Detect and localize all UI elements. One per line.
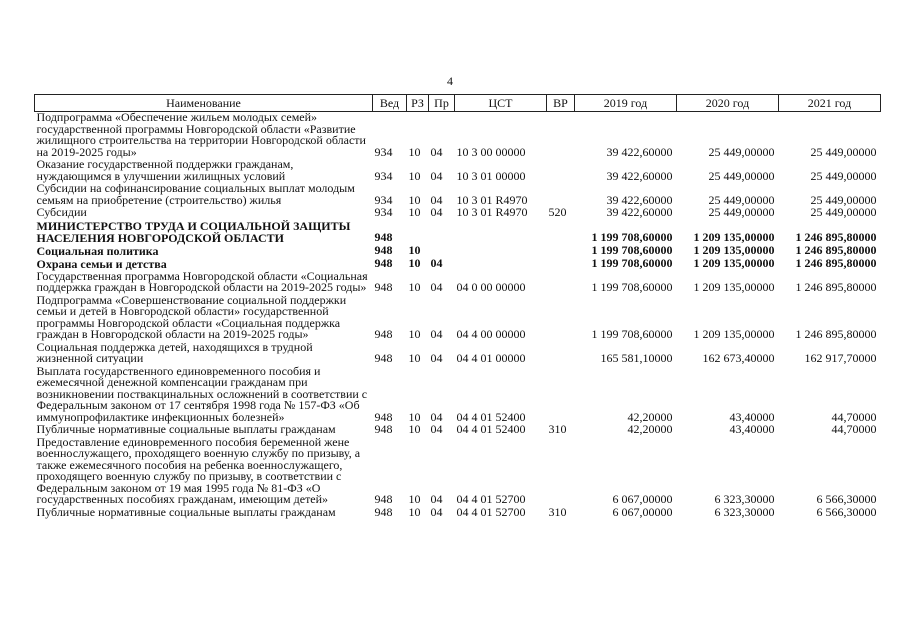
cell-y2019: 42,20000 (627, 422, 673, 436)
cell-cst: 04 4 01 52400 (456, 422, 526, 436)
cell-pr: 04 (430, 422, 443, 436)
cell-y2020: 1 209 135,00000 (693, 256, 775, 270)
cell-pr (429, 219, 455, 244)
table-row (35, 294, 881, 341)
header-ved: Вед (373, 95, 407, 112)
cell-name: Социальная политика (36, 243, 159, 258)
table-row (35, 244, 881, 257)
cell-y2020: 43,40000 (729, 409, 775, 424)
cell-name: Охрана семьи и детства (36, 256, 167, 271)
cell-y2021: 162 917,70000 (804, 351, 877, 365)
cell-ved: 948 (374, 492, 393, 506)
cell-y2019: 6 067,00000 (612, 504, 673, 519)
cell-ved: 948 (374, 256, 393, 270)
table-row (35, 257, 881, 270)
cell-rz: 10 (408, 422, 421, 436)
cell-name: Государственная программа Новгородской области «Социальная поддержка граждан в Новгородской области на 2019-2025 годы» (36, 268, 368, 294)
cell-pr: 04 (430, 409, 443, 424)
table-row (35, 270, 881, 294)
header-2020: 2020 год (677, 95, 779, 112)
table-row (35, 436, 881, 506)
cell-y2020: 25 449,00000 (708, 144, 775, 159)
cell-y2019: 1 199 708,60000 (591, 280, 673, 294)
cell-y2020: 1 209 135,00000 (693, 230, 775, 244)
cell-y2021: 6 566,30000 (816, 492, 877, 506)
cell-ved: 948 (374, 280, 393, 294)
cell-pr: 04 (430, 351, 443, 365)
cell-cst: 10 3 01 00000 (456, 168, 526, 183)
cell-cst: 04 4 01 52400 (456, 409, 526, 424)
cell-name: Субсидии на софинансирование социальных выплат молодым семьям на приобретение (строительство) жилья (36, 181, 355, 207)
cell-rz: 10 (408, 192, 421, 207)
table-row (35, 182, 881, 206)
cell-y2020: 1 209 135,00000 (693, 280, 775, 294)
cell-name: МИНИСТЕРСТВО ТРУДА И СОЦИАЛЬНОЙ ЗАЩИТЫ НАСЕЛЕНИЯ НОВГОРОДСКОЙ ОБЛАСТИ (36, 218, 351, 245)
cell-ved: 948 (374, 243, 393, 257)
cell-y2019: 1 199 708,60000 (591, 243, 673, 257)
cell-cst: 10 3 00 00000 (456, 144, 526, 159)
cell-ved: 948 (374, 422, 393, 436)
cell-y2019: 39 422,60000 (606, 192, 673, 207)
cell-pr: 04 (430, 192, 443, 207)
cell-y2019: 42,20000 (627, 409, 673, 424)
cell-vr (547, 365, 575, 424)
cell-y2019: 6 067,00000 (612, 492, 673, 506)
cell-y2020: 1 209 135,00000 (693, 327, 775, 341)
header-vr: ВР (547, 95, 575, 112)
cell-ved: 948 (374, 409, 393, 424)
header-2021: 2021 год (779, 95, 881, 112)
cell-y2021: 44,70000 (831, 422, 877, 436)
cell-y2020: 25 449,00000 (708, 192, 775, 207)
cell-ved: 934 (374, 192, 393, 207)
cell-y2021: 25 449,00000 (810, 192, 877, 207)
page-number: 4 (447, 74, 453, 88)
cell-vr (547, 244, 575, 257)
cell-rz: 10 (408, 280, 421, 294)
cell-vr (547, 257, 575, 270)
header-cst: ЦСТ (455, 95, 547, 112)
cell-ved: 934 (374, 205, 393, 219)
cell-cst: 10 3 01 R4970 (456, 192, 528, 207)
cell-vr (547, 270, 575, 294)
cell-rz: 10 (408, 144, 421, 159)
cell-name: Публичные нормативные социальные выплаты гражданам (36, 422, 336, 436)
cell-name: Выплата государственного единовременного пособия и ежемесячной денежной компенсации гражданам при возникновении поствакцинальных осложнений в соответствии с Федеральным законом от 17 сентября 1998 года № 157-ФЗ «Об иммунопрофилактике инфекционных болезней» (36, 363, 368, 424)
cell-ved: 948 (374, 351, 393, 365)
cell-cst: 04 4 01 52700 (456, 504, 526, 519)
cell-y2021: 25 449,00000 (810, 205, 877, 219)
cell-vr (547, 219, 575, 244)
cell-rz: 10 (408, 256, 421, 270)
cell-y2020: 6 323,30000 (714, 504, 775, 519)
cell-ved: 948 (374, 327, 393, 341)
cell-ved: 948 (374, 230, 393, 244)
cell-pr: 04 (430, 280, 443, 294)
cell-vr: 310 (548, 422, 567, 436)
cell-name: Подпрограмма «Совершенствование социальной поддержки семьи и детей в Новгородской области» государственной программы Новгородской области «Социальная поддержка граждан в Новгородской области на 2019-2025 годы» (36, 292, 347, 341)
cell-name: Оказание государственной поддержки гражданам, нуждающимся в улучшении жилищных условий (36, 157, 294, 183)
cell-y2021: 1 246 895,80000 (795, 243, 877, 257)
cell-y2020: 25 449,00000 (708, 168, 775, 183)
cell-cst: 04 4 01 00000 (456, 351, 526, 365)
cell-y2021: 44,70000 (831, 409, 877, 424)
cell-y2021: 1 246 895,80000 (795, 256, 877, 270)
cell-y2020: 1 209 135,00000 (693, 243, 775, 257)
cell-y2021: 1 246 895,80000 (795, 280, 877, 294)
cell-rz: 10 (408, 168, 421, 183)
table-row (35, 206, 881, 219)
cell-y2019: 165 581,10000 (600, 351, 673, 365)
cell-pr: 04 (430, 205, 443, 219)
cell-name: Публичные нормативные социальные выплаты гражданам (36, 504, 336, 519)
cell-vr (547, 112, 575, 159)
cell-rz: 10 (408, 243, 421, 257)
cell-cst (455, 257, 547, 270)
cell-cst (455, 219, 547, 244)
cell-rz (407, 219, 429, 244)
table-header (35, 95, 881, 112)
cell-ved: 934 (374, 144, 393, 159)
cell-pr: 04 (430, 168, 443, 183)
cell-pr: 04 (430, 492, 443, 506)
table-body (35, 112, 881, 519)
table-row (35, 423, 881, 436)
cell-y2020: 25 449,00000 (708, 205, 775, 219)
header-pr: Пр (429, 95, 455, 112)
cell-y2021: 25 449,00000 (810, 144, 877, 159)
header-name: Наименование (35, 95, 373, 112)
cell-vr (547, 436, 575, 506)
cell-vr: 310 (548, 504, 567, 519)
cell-y2020: 43,40000 (729, 422, 775, 436)
cell-y2020: 162 673,40000 (702, 351, 775, 365)
cell-y2019: 1 199 708,60000 (591, 256, 673, 270)
cell-rz: 10 (408, 205, 421, 219)
cell-y2021: 25 449,00000 (810, 168, 877, 183)
cell-pr: 04 (430, 327, 443, 341)
cell-name: Субсидии (36, 205, 87, 219)
table-row (35, 158, 881, 182)
cell-pr: 04 (430, 256, 443, 270)
cell-vr (547, 182, 575, 206)
table-row (35, 506, 881, 519)
cell-cst: 10 3 01 R4970 (456, 205, 528, 219)
cell-cst: 04 4 00 00000 (456, 327, 526, 341)
cell-cst: 04 0 00 00000 (456, 280, 526, 294)
cell-ved: 934 (374, 168, 393, 183)
cell-vr: 520 (548, 205, 567, 219)
cell-ved: 948 (374, 504, 393, 519)
cell-cst (455, 244, 547, 257)
cell-y2019: 39 422,60000 (606, 205, 673, 219)
cell-pr: 04 (430, 504, 443, 519)
header-rz: РЗ (407, 95, 429, 112)
cell-y2021: 1 246 895,80000 (795, 327, 877, 341)
cell-y2019: 1 199 708,60000 (591, 327, 673, 341)
cell-rz: 10 (408, 327, 421, 341)
cell-name: Подпрограмма «Обеспечение жильем молодых семей» государственной программы Новгородской области «Развитие жилищного строительства на территории Новгородской области на 2019-2025 годы» (36, 110, 366, 159)
cell-y2021: 6 566,30000 (816, 504, 877, 519)
cell-vr (547, 294, 575, 341)
table-row (35, 112, 881, 159)
cell-pr: 04 (430, 144, 443, 159)
cell-rz: 10 (408, 409, 421, 424)
cell-y2019: 1 199 708,60000 (591, 230, 673, 244)
cell-vr (547, 341, 575, 365)
cell-y2021: 1 246 895,80000 (795, 230, 877, 244)
cell-y2019: 39 422,60000 (606, 144, 673, 159)
cell-pr (429, 244, 455, 257)
header-2019: 2019 год (575, 95, 677, 112)
cell-vr (547, 158, 575, 182)
cell-rz: 10 (408, 504, 421, 519)
table-row (35, 219, 881, 244)
table-row (35, 365, 881, 424)
cell-name: Социальная поддержка детей, находящихся в трудной жизненной ситуации (36, 339, 313, 365)
cell-rz: 10 (408, 492, 421, 506)
cell-y2019: 39 422,60000 (606, 168, 673, 183)
table-row (35, 341, 881, 365)
cell-name: Предоставление единовременного пособия беременной жене военнослужащего, проходящего военную службу по призыву, а также ежемесячного пособия на ребенка военнослужащего, проходящего военную службу по призыву, в соответствии с Федеральным законом от 19 мая 1995 года № 81-ФЗ «О государственных пособиях гражданам, имеющим детей» (36, 434, 361, 506)
budget-table (34, 94, 881, 518)
cell-y2020: 6 323,30000 (714, 492, 775, 506)
cell-cst: 04 4 01 52700 (456, 492, 526, 506)
cell-rz: 10 (408, 351, 421, 365)
